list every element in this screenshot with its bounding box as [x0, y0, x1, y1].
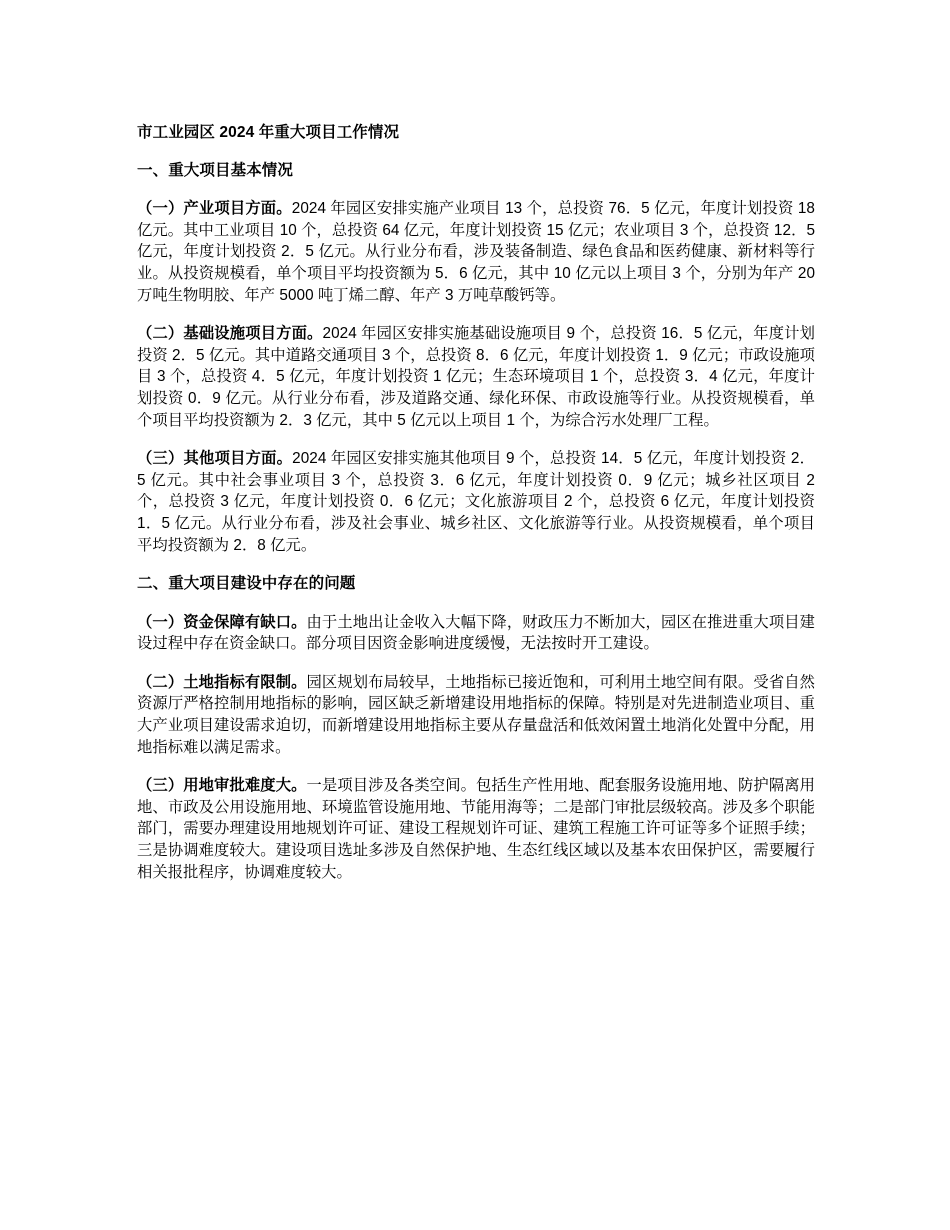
- paragraph-body-2-3: 一是项目涉及各类空间。包括生产性用地、配套服务设施用地、防护隔离用地、市政及公用设施用地、环境监管设施用地、节能用海等；二是部门审批层级较高。涉及多个职能部门，需要办理建设用地规划许可证、建设工程规划许可证、建筑工程施工许可证等多个证照手续；三是协调难度较大。建设项目选址多涉及自然保护地、生态红线区域以及基本农田保护区，需要履行相关报批程序，协调难度较大。: [137, 777, 815, 881]
- paragraph-lead-2-1: （一）资金保障有缺口。: [137, 613, 307, 631]
- section-heading-1: 一、重大项目基本情况: [137, 161, 294, 179]
- document-title: 市工业园区 2024 年重大项目工作情况: [137, 124, 400, 141]
- paragraph-lead-1-2: （二）基础设施项目方面。: [137, 325, 323, 343]
- paragraph-1-2: [137, 323, 815, 431]
- paragraph-2-3: [137, 775, 815, 883]
- paragraph-body-2-1: 由于土地出让金收入大幅下降，财政压力不断加大，园区在推进重大项目建设过程中存在资金缺口。部分项目因资金影响进度缓慢，无法按时开工建设。: [137, 613, 815, 653]
- section-heading-2: 二、重大项目建设中存在的问题: [137, 575, 356, 593]
- paragraph-lead-1-3: （三）其他项目方面。: [137, 450, 293, 468]
- paragraph-lead-1-1: （一）产业项目方面。: [137, 200, 292, 218]
- paragraph-body-1-3: 2024 年园区安排实施其他项目 9 个，总投资 14．5 亿元，年度计划投资 2．5 亿元。其中社会事业项目 3 个，总投资 3．6 亿元，年度计划投资 0．9 亿元；城乡社区项目 2 个，总投资 3 亿元，年度计划投资 0．6 亿元；文化旅游项目 2 个，总投资 6 亿元，年度计划投资 1．5 亿元。从行业分布看，涉及社会事业、城乡社区、文化旅游等行业。从投资规模看，单个项目平均投资额为 2．8 亿元。: [137, 450, 815, 554]
- paragraph-lead-2-3: （三）用地审批难度大。: [137, 777, 307, 795]
- paragraph-2-1: [137, 612, 815, 655]
- paragraph-2-2: [137, 672, 815, 758]
- paragraph-body-1-2: 2024 年园区安排实施基础设施项目 9 个，总投资 16．5 亿元，年度计划投资 2．5 亿元。其中道路交通项目 3 个，总投资 8．6 亿元，年度计划投资 1．9 亿元；市政设施项目 3 个，总投资 4．5 亿元，年度计划投资 1 亿元；生态环境项目 1 个，总投资 3．4 亿元，年度计划投资 0．9 亿元。从行业分布看，涉及道路交通、绿化环保、市政设施等行业。从投资规模看，单个项目平均投资额为 2．3 亿元，其中 5 亿元以上项目 1 个，为综合污水处理厂工程。: [137, 325, 815, 429]
- paragraph-lead-2-2: （二）土地指标有限制。: [137, 673, 307, 691]
- paragraph-body-1-1: 2024 年园区安排实施产业项目 13 个，总投资 76．5 亿元，年度计划投资 18 亿元。其中工业项目 10 个，总投资 64 亿元，年度计划投资 15 亿元；农业项目 3 个，总投资 12．5 亿元，年度计划投资 2．5 亿元。从行业分布看，涉及装备制造、绿色食品和医药健康、新材料等行业。从投资规模看，单个项目平均投资额为 5．6 亿元，其中 10 亿元以上项目 3 个，分别为年产 20 万吨生物明胶、年产 5000 吨丁烯二醇、年产 3 万吨草酸钙等。: [137, 200, 815, 304]
- paragraph-1-3: [137, 448, 815, 556]
- paragraph-body-2-2: 园区规划布局较早，土地指标已接近饱和，可利用土地空间有限。受省自然资源厅严格控制用地指标的影响，园区缺乏新增建设用地指标的保障。特别是对先进制造业项目、重大产业项目建设需求迫切，而新增建设用地指标主要从存量盘活和低效闲置土地消化处置中分配，用地指标难以满足需求。: [137, 673, 815, 756]
- paragraph-1-1: [137, 198, 815, 306]
